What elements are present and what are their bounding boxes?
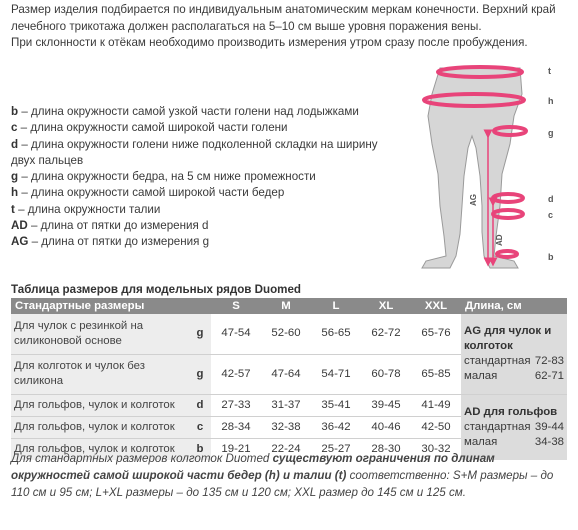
row-label: Для гольфов, чулок и колготок [11,416,189,438]
measurement-definitions [11,104,386,251]
row-label: Для гольфов, чулок и колготок [11,438,189,460]
header-s: S [211,298,261,314]
header-symbol [189,298,211,314]
row-symbol: g [189,314,211,354]
value-cell: 47-64 [261,354,311,394]
header-l: L [311,298,361,314]
value-cell: 19-21 [211,438,261,460]
value-cell: 36-42 [311,416,361,438]
definition-item: AD – длина от пятки до измерения d [11,219,209,233]
header-xxl: XXL [411,298,461,314]
label-c: c [548,210,554,220]
label-ag: AG [469,194,478,206]
table-row [11,314,567,354]
value-cell: 25-27 [311,438,361,460]
length-ag-cell [461,314,567,394]
table-header-row [11,298,567,314]
header-xl: XL [361,298,411,314]
intro-line-2: При склонности к отёкам необходимо производить измерения утром сразу после пробуждения. [11,36,528,49]
definition-item: c – длина окружности самой широкой части голени [11,121,288,135]
length-item: малая 62-71 [464,369,564,382]
length-item: малая 34-38 [464,435,564,448]
value-cell: 27-33 [211,394,261,416]
label-t: t [548,66,551,76]
row-symbol: d [189,394,211,416]
table-row [11,394,567,416]
length-item: стандартная 39-44 [464,420,564,433]
length-ad-head: AD для гольфов [464,405,558,418]
value-cell: 65-76 [411,314,461,354]
value-cell: 28-34 [211,416,261,438]
definition-item: t – длина окружности талии [11,202,161,216]
value-cell: 39-45 [361,394,411,416]
value-cell: 35-41 [311,394,361,416]
row-label: Для гольфов, чулок и колготок [11,394,189,416]
value-cell: 31-37 [261,394,311,416]
size-table [11,298,567,460]
legs-silhouette [422,68,522,268]
value-cell: 54-71 [311,354,361,394]
definition-item: h – длина окружности самой широкой части бедер [11,186,285,200]
label-g: g [548,128,554,138]
length-item: стандартная 72-83 [464,354,564,367]
intro-line-1: Размер изделия подбирается по индивидуальным анатомическим меркам конечности. Верхний край лечебного трикотажа должен располагаться на 5–10 см выше уровня поражения вены. [11,3,556,33]
value-cell: 42-57 [211,354,261,394]
value-cell: 28-30 [361,438,411,460]
label-h: h [548,96,554,106]
value-cell: 32-38 [261,416,311,438]
value-cell: 56-65 [311,314,361,354]
value-cell: 41-49 [411,394,461,416]
value-cell: 47-54 [211,314,261,354]
legs-measurement-diagram [410,56,570,278]
definition-item: b – длина окружности самой узкой части голени над лодыжками [11,105,359,118]
row-label: Для колготок и чулок без силикона [11,354,189,394]
label-d: d [548,194,554,204]
label-ad: AD [495,234,504,246]
value-cell: 52-60 [261,314,311,354]
definition-item: g – длина окружности бедра, на 5 см ниже промежности [11,170,316,184]
ankle-tape [497,251,517,257]
intro-text [11,2,571,52]
value-cell: 62-72 [361,314,411,354]
definition-item: d – длина окружности голени ниже подколенной складки на ширину двух пальцев [11,137,378,167]
size-restriction-note: Для стандартных размеров колготок Duomed существуют ограничения по длинам окружностей самой широкой части бедер (h) и талии (t) соответственно: S+M размеры – до 110 см и 95 см; L+XL размеры – до 135 см и 120 см; XXL размер до 145 см и 125 см. [11,452,554,499]
header-m: M [261,298,311,314]
value-cell: 60-78 [361,354,411,394]
value-cell: 65-85 [411,354,461,394]
row-label: Для чулок с резинкой на силиконовой основе [11,314,189,354]
length-ag-head: AG для чулок и колготок [464,324,552,352]
row-symbol: b [189,438,211,460]
value-cell: 40-46 [361,416,411,438]
label-b: b [548,252,554,262]
header-standard-sizes: Стандартные размеры [11,298,189,314]
header-length: Длина, см [461,298,567,314]
definition-item: AG – длина от пятки до измерения g [11,235,210,249]
value-cell: 22-24 [261,438,311,460]
row-symbol: c [189,416,211,438]
row-symbol: g [189,354,211,394]
value-cell: 30-32 [411,438,461,460]
value-cell: 42-50 [411,416,461,438]
table-title: Таблица размеров для модельных рядов Duomed [11,283,302,296]
